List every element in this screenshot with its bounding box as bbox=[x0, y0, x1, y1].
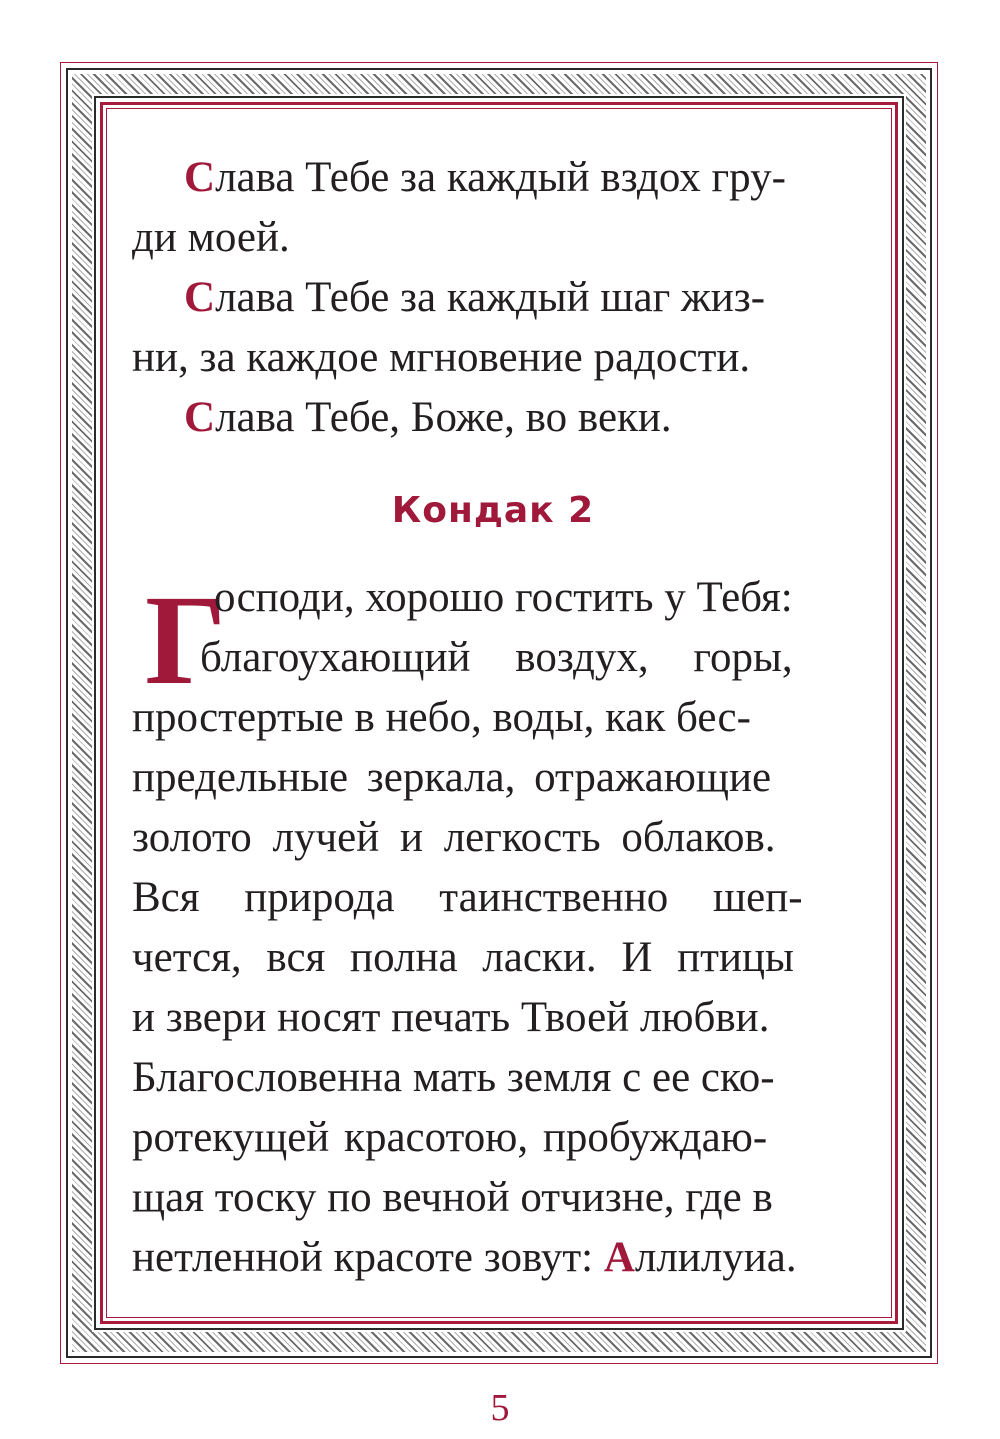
stanza-1-initial: С bbox=[184, 154, 216, 201]
section-heading bbox=[132, 490, 854, 531]
stanza-1-line-2: ди моей. bbox=[132, 214, 290, 261]
kontakion-line: благоухающий воздух, горы, bbox=[200, 634, 793, 681]
stanza-3-line-1: лава Тебе, Боже, во веки. bbox=[215, 394, 672, 441]
page-number: 5 bbox=[490, 1387, 510, 1429]
drop-cap: Г bbox=[145, 569, 227, 711]
kontakion-line: Вся природа таинственно шеп- bbox=[132, 874, 803, 921]
kontakion-line: осподи, хорошо гостить у Тебя: bbox=[214, 574, 793, 621]
stanza-2-line-2: ни, за каждое мгновение радости. bbox=[132, 334, 751, 381]
kontakion-line: ротекущей красотою, пробуждаю- bbox=[132, 1114, 768, 1161]
stanza-3-initial: С bbox=[184, 394, 216, 441]
kontakion-body bbox=[132, 568, 854, 1288]
stanza-2-line-1: лава Тебе за каждый шаг жиз- bbox=[215, 274, 766, 321]
kontakion-line: Благословенна мать земля с ее ско- bbox=[132, 1054, 775, 1101]
alleluia-initial: А bbox=[603, 1234, 635, 1281]
kontakion-last-line: нетленной красоте зовут: Аллилуиа. bbox=[132, 1234, 797, 1281]
kontakion-line: золото лучей и легкость облаков. bbox=[132, 814, 776, 861]
stanza-3 bbox=[132, 388, 854, 448]
kontakion-line: простертые в небо, воды, как бес- bbox=[132, 694, 751, 741]
stanza-1 bbox=[132, 148, 854, 268]
stanza-1-line-1: лава Тебе за каждый вздох гру- bbox=[215, 154, 786, 201]
heading-text: Кондак 2 bbox=[391, 490, 595, 531]
stanza-2-initial: С bbox=[184, 274, 216, 321]
stanza-2 bbox=[132, 268, 854, 388]
kontakion-line: предельные зеркала, отражающие bbox=[132, 754, 772, 801]
kontakion-line: чется, вся полна ласки. И птицы bbox=[132, 934, 794, 981]
kontakion-line: и звери носят печать Твоей любви. bbox=[132, 994, 770, 1041]
kontakion-line: щая тоску по вечной отчизне, где в bbox=[132, 1174, 773, 1221]
